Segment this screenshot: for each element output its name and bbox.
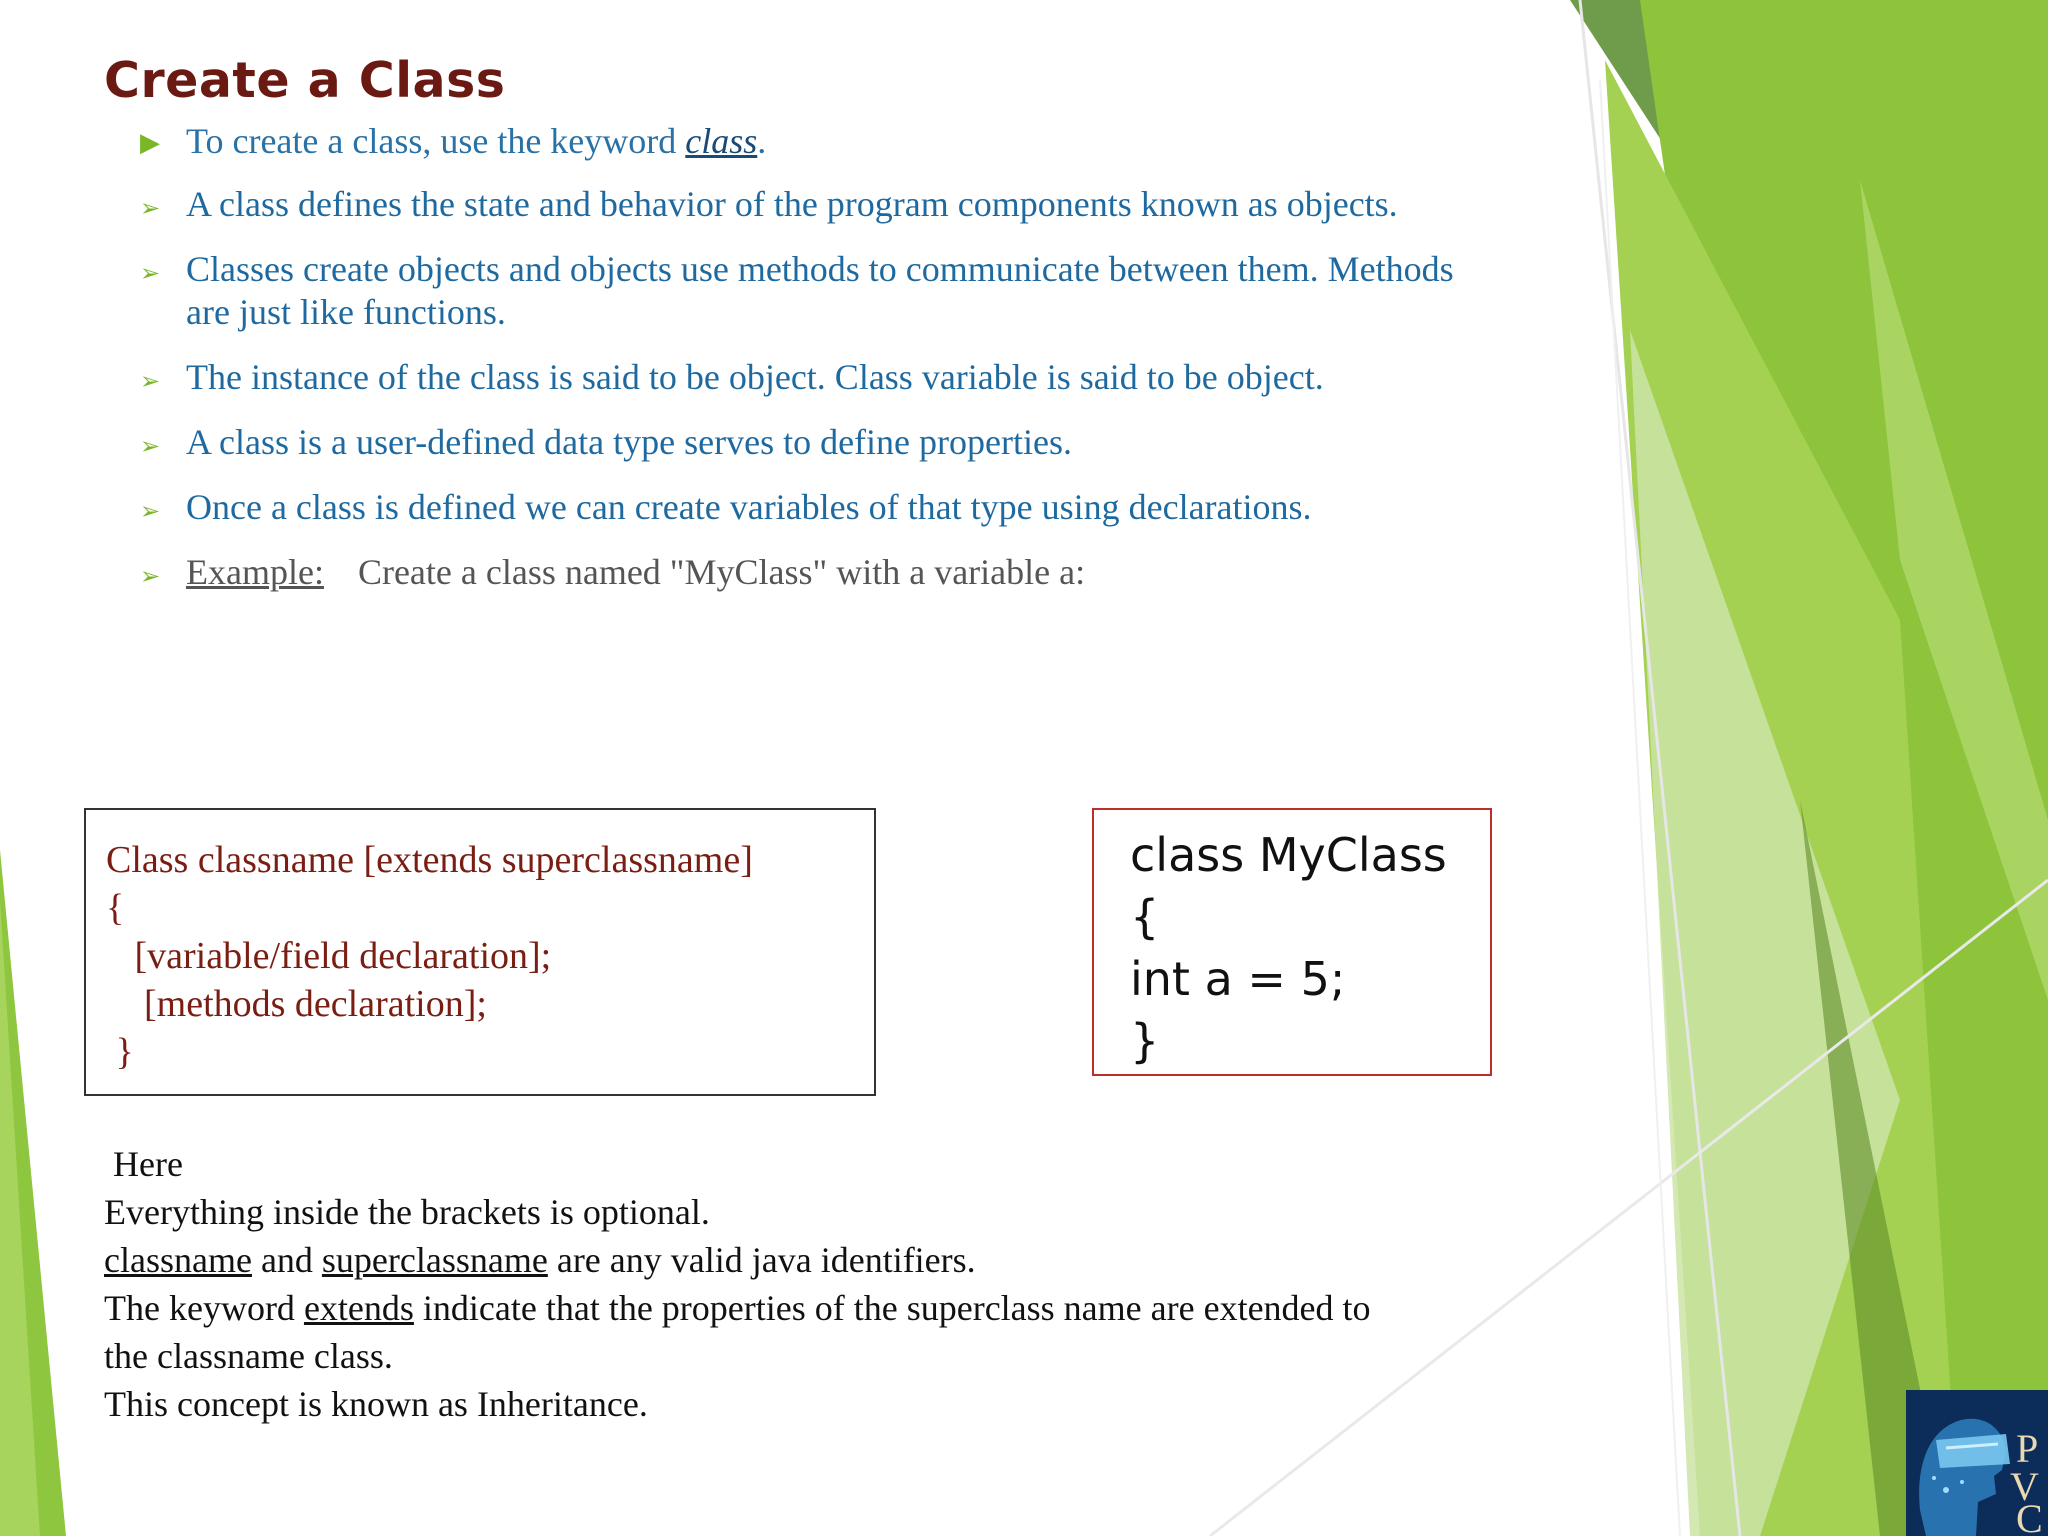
triangle-bullet-icon: ▶ [140,128,160,158]
code-line: } [1130,1014,1160,1068]
notes-text: The keyword [104,1288,304,1328]
term-classname: classname [104,1240,252,1280]
bullet-item-example [140,551,1460,594]
logo [1906,1390,2048,1536]
notes [104,1140,1404,1428]
syntax-line: { [106,887,125,929]
code-line: { [1130,890,1160,944]
bullet-item [140,486,1460,529]
bullet-text: A class is a user-defined data type serves to define properties. [186,422,1072,462]
term-superclassname: superclassname [321,1240,548,1280]
notes-line [104,1236,1404,1284]
bullet-item [140,421,1460,464]
example-code-box [1092,808,1492,1076]
bullet-suffix: . [757,121,767,161]
notes-text: indicate that the properties of the superclass name are extended to the classname class. [104,1288,1371,1376]
example-label: Example: [186,552,324,592]
term-extends: extends [303,1288,414,1328]
arrow-bullet-icon: ➢ [140,562,161,590]
bullet-text: Classes create objects and objects use methods to communicate between them. Methods are just like functions. [186,249,1454,332]
svg-text:V: V [2010,1464,2039,1509]
bullet-list [140,120,1460,594]
arrow-bullet-icon: ➢ [140,432,161,460]
arrow-bullet-icon: ➢ [140,194,161,222]
syntax-line: [methods declaration]; [106,983,487,1025]
notes-text: and [251,1240,322,1280]
arrow-bullet-icon: ➢ [140,259,161,287]
syntax-box [84,808,876,1096]
arrow-bullet-icon: ➢ [140,367,161,395]
bullet-keyword: class [685,121,758,161]
syntax-line: [variable/field declaration]; [106,935,552,977]
notes-line: This concept is known as Inheritance. [104,1384,648,1424]
bullet-text: Once a class is defined we can create variables of that type using declarations. [186,487,1312,527]
bullet-text: To create a class, use the keyword [186,121,686,161]
notes-here [104,1140,1404,1188]
bullet-text: The instance of the class is said to be object. Class variable is said to be object. [186,357,1324,397]
arrow-bullet-icon: ➢ [140,497,161,525]
head-vr-logo-icon [1906,1390,2048,1536]
svg-text:C: C [2016,1496,2043,1536]
code-line: class MyClass [1130,828,1447,882]
bullet-text: A class defines the state and behavior of the program components known as objects. [186,184,1398,224]
code-line: int a = 5; [1130,952,1346,1006]
svg-text:P: P [2016,1426,2039,1471]
syntax-line: } [106,1031,134,1073]
bullet-item [140,183,1460,226]
bullet-item [140,248,1460,334]
example-text: Create a class named "MyClass" with a variable a: [357,552,1086,592]
notes-text: are any valid java identifiers. [547,1240,976,1280]
bullet-item [140,356,1460,399]
bullet-item [140,120,1460,163]
notes-here-text: Here [113,1144,183,1184]
slide-title: Create a Class [104,52,506,109]
syntax-line: Class classname [extends superclassname] [106,839,753,881]
notes-line [104,1284,1404,1380]
notes-line: Everything inside the brackets is optional. [104,1192,710,1232]
